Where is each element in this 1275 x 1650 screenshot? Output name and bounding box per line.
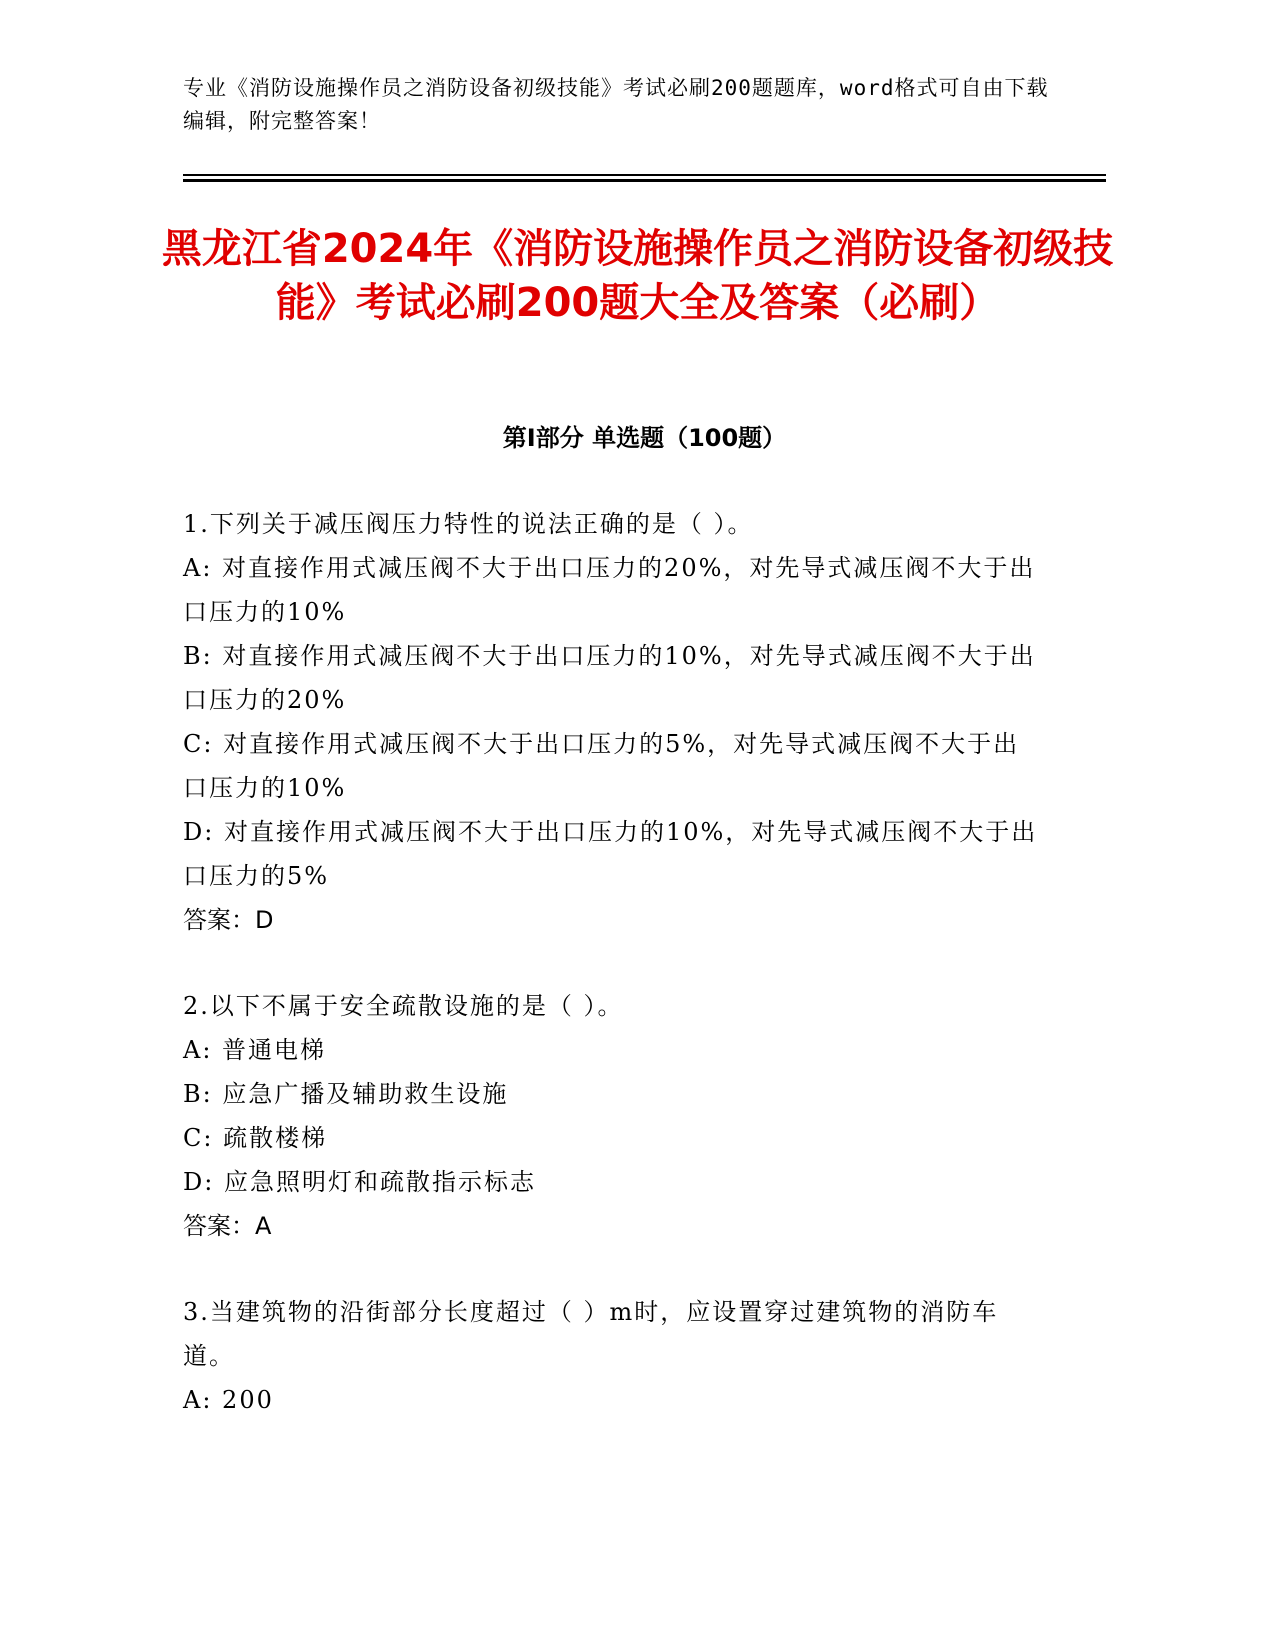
question-stem: 2.以下不属于安全疏散设施的是（ ）。 [183,992,624,1020]
option-c: C: 疏散楼梯 [183,1124,328,1152]
header-divider-thin [183,174,1106,176]
option-b: B: 应急广播及辅助救生设施 [183,1080,509,1108]
document-title: 黑龙江省2024年《消防设施操作员之消防设备初级技能》考试必刷200题大全及答案（必刷） [161,226,1114,326]
question-stem: 1.下列关于减压阀压力特性的说法正确的是（ ）。 [183,510,754,538]
option-a: A: 对直接作用式减压阀不大于出口压力的20%，对先导式减压阀不大于出口压力的10% [183,554,1036,626]
question-stem: 3.当建筑物的沿街部分长度超过（ ）m时，应设置穿过建筑物的消防车道。 [183,1298,999,1370]
section-title: 第Ⅰ部分 单选题（100题） [502,424,787,452]
header-divider-thick [183,179,1106,182]
option-a: A: 200 [183,1386,274,1414]
header-note: 专业《消防设施操作员之消防设备初级技能》考试必刷200题题库，word格式可自由下载编辑，附完整答案！ [183,76,1049,133]
question-2 [183,984,1043,1248]
option-b: B: 对直接作用式减压阀不大于出口压力的10%，对先导式减压阀不大于出口压力的20% [183,642,1036,714]
question-list [183,502,1043,1464]
question-3 [183,1290,1043,1422]
option-c: C: 对直接作用式减压阀不大于出口压力的5%，对先导式减压阀不大于出口压力的10% [183,730,1020,802]
answer: 答案：D [183,906,274,934]
option-a: A: 普通电梯 [183,1036,327,1064]
option-d: D: 对直接作用式减压阀不大于出口压力的10%，对先导式减压阀不大于出口压力的5% [183,818,1038,890]
answer: 答案：A [183,1212,272,1240]
option-d: D: 应急照明灯和疏散指示标志 [183,1168,536,1196]
question-1 [183,502,1043,942]
